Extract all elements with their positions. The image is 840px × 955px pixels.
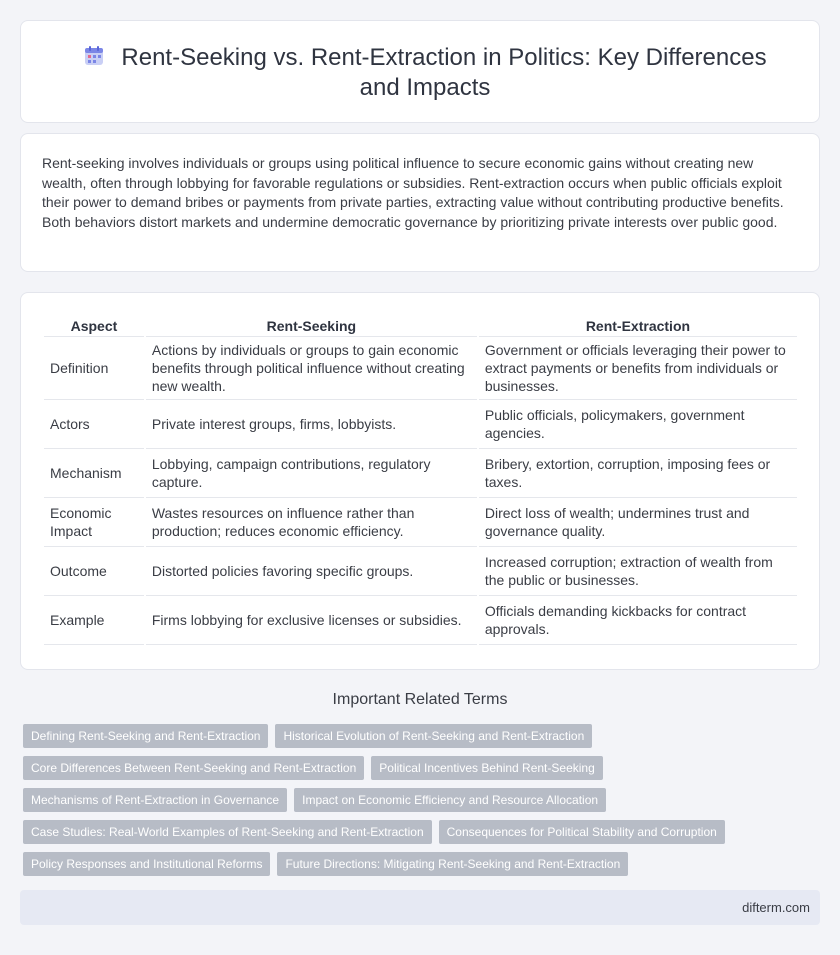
- related-terms-heading: Important Related Terms: [332, 691, 508, 708]
- related-term-link[interactable]: Political Incentives Behind Rent-Seeking: [371, 756, 602, 780]
- table-row: [44, 337, 797, 400]
- rent-extraction-cell: Increased corruption; extraction of wealth from the public or businesses.: [479, 547, 797, 596]
- related-term-link[interactable]: Mechanisms of Rent-Extraction in Governance: [23, 788, 287, 812]
- related-term-link[interactable]: Core Differences Between Rent-Seeking and Rent-Extraction: [23, 756, 364, 780]
- table-row: [44, 449, 797, 498]
- aspect-cell: Economic Impact: [44, 498, 144, 547]
- rent-extraction-cell: Bribery, extortion, corruption, imposing fees or taxes.: [479, 449, 797, 498]
- related-term-link[interactable]: Case Studies: Real-World Examples of Rent-Seeking and Rent-Extraction: [23, 820, 432, 844]
- related-terms-list: [23, 724, 823, 884]
- page-title: [61, 43, 789, 103]
- related-term-link[interactable]: Consequences for Political Stability and Corruption: [439, 820, 725, 844]
- aspect-cell: Mechanism: [44, 449, 144, 498]
- rent-extraction-cell: Direct loss of wealth; undermines trust and governance quality.: [479, 498, 797, 547]
- aspect-cell: Example: [44, 596, 144, 645]
- table-row: [44, 498, 797, 547]
- related-term-link[interactable]: Policy Responses and Institutional Reforms: [23, 852, 270, 876]
- rent-extraction-cell: Public officials, policymakers, government agencies.: [479, 400, 797, 449]
- aspect-cell: Definition: [44, 337, 144, 400]
- related-term-link[interactable]: Future Directions: Mitigating Rent-Seeking and Rent-Extraction: [277, 852, 628, 876]
- header-rent-seeking: Rent-Seeking: [146, 315, 477, 337]
- site-name[interactable]: difterm.com: [742, 900, 810, 915]
- rent-seeking-cell: Distorted policies favoring specific groups.: [146, 547, 477, 596]
- comparison-table-card: [20, 292, 820, 670]
- rent-extraction-cell: Government or officials leveraging their power to extract payments or benefits from individuals or businesses.: [479, 337, 797, 400]
- header-rent-extraction: Rent-Extraction: [479, 315, 797, 337]
- rent-seeking-cell: Wastes resources on influence rather than production; reduces economic efficiency.: [146, 498, 477, 547]
- related-term-link[interactable]: Defining Rent-Seeking and Rent-Extraction: [23, 724, 268, 748]
- table-row: [44, 400, 797, 449]
- aspect-cell: Actors: [44, 400, 144, 449]
- intro-paragraph: Rent-seeking involves individuals or groups using political influence to secure economic gains without creating new wealth, often through lobbying for favorable regulations or subsidies. Rent-extraction occurs when public officials exploit their power to demand bribes or payments from private parties, extracting value without contributing productive benefits. Both behaviors distort markets and undermine democratic governance by prioritizing private interests over public good.: [42, 155, 784, 230]
- footer: [20, 890, 820, 925]
- title-card: [20, 20, 820, 123]
- header-aspect: Aspect: [44, 315, 144, 337]
- rent-seeking-cell: Actions by individuals or groups to gain economic benefits through political influence without creating new wealth.: [146, 337, 477, 400]
- intro-card: [20, 133, 820, 272]
- rent-extraction-cell: Officials demanding kickbacks for contract approvals.: [479, 596, 797, 645]
- comparison-table: [42, 315, 799, 645]
- related-term-link[interactable]: Historical Evolution of Rent-Seeking and Rent-Extraction: [275, 724, 592, 748]
- rent-seeking-cell: Private interest groups, firms, lobbyists.: [146, 400, 477, 449]
- aspect-cell: Outcome: [44, 547, 144, 596]
- table-row: [44, 547, 797, 596]
- rent-seeking-cell: Lobbying, campaign contributions, regulatory capture.: [146, 449, 477, 498]
- page-title-text: Rent-Seeking vs. Rent-Extraction in Politics: Key Differences and Impacts: [121, 44, 767, 101]
- table-row: [44, 596, 797, 645]
- calendar-icon: [83, 45, 105, 67]
- related-term-link[interactable]: Impact on Economic Efficiency and Resource Allocation: [294, 788, 606, 812]
- rent-seeking-cell: Firms lobbying for exclusive licenses or subsidies.: [146, 596, 477, 645]
